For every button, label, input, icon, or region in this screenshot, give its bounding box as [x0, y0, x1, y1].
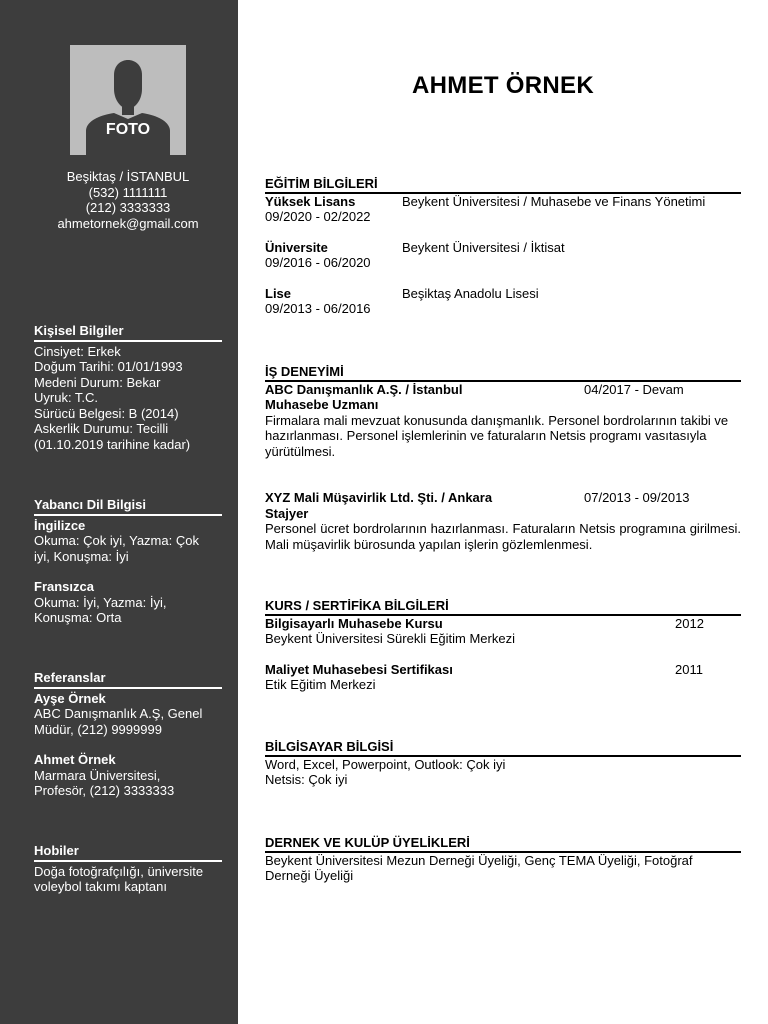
education-degree: Üniversite — [265, 239, 328, 255]
language-detail: Okuma: Çok iyi, Yazma: Çok — [34, 533, 199, 548]
sidebar — [0, 0, 238, 1024]
experience-description: Firmalara mali mevzuat konusunda danışmanlık. Personel bordrolarının takibi ve hazırlanması. Personel işlemlerinin ve faturaların Netsis programı vasıtasıyla yürütülmesi. — [265, 412, 729, 459]
hobbies-text: voleybol takımı kaptanı — [34, 879, 167, 894]
computer-skill-line: Netsis: Çok iyi — [265, 772, 348, 787]
course-year: 2012 — [675, 615, 704, 631]
reference-detail: Marmara Üniversitesi, — [34, 767, 161, 783]
clubs-section — [265, 835, 741, 884]
course-item — [265, 662, 741, 693]
experience-item — [265, 490, 741, 552]
experience-section — [265, 364, 741, 552]
reference-name: Ayşe Örnek — [34, 690, 106, 706]
personal-info-heading: Kişisel Bilgiler — [34, 323, 222, 342]
hobbies-heading: Hobiler — [34, 843, 222, 862]
courses-section — [265, 598, 741, 693]
education-dates: 09/2013 - 06/2016 — [265, 301, 371, 316]
personal-line: Sürücü Belgesi: B (2014) — [34, 405, 179, 421]
experience-company: XYZ Mali Müşavirlik Ltd. Şti. / Ankara — [265, 490, 493, 505]
contact-address: Beşiktaş / İSTANBUL — [66, 169, 190, 184]
education-item — [265, 286, 741, 318]
references-heading: Referanslar — [34, 670, 222, 689]
personal-line: (01.10.2019 tarihine kadar) — [34, 436, 191, 452]
course-item — [265, 616, 741, 662]
language-detail: Okuma: İyi, Yazma: İyi, — [34, 594, 167, 610]
contact-phone-home: (212) 3333333 — [85, 200, 171, 215]
education-school: Beşiktaş Anadolu Lisesi — [402, 285, 539, 301]
computer-skill-line: Word, Excel, Powerpoint, Outlook: Çok iyi — [265, 756, 506, 772]
contact-info — [20, 169, 236, 231]
personal-line: Doğum Tarihi: 01/01/1993 — [34, 359, 183, 374]
personal-line: Askerlik Durumu: Tecilli — [34, 421, 169, 436]
clubs-heading: DERNEK VE KULÜP ÜYELİKLERİ — [265, 835, 741, 853]
clubs-line: Beykent Üniversitesi Mezun Derneği Üyeliği, Genç TEMA Üyeliği, Fotoğraf — [265, 852, 693, 868]
course-name: Maliyet Muhasebesi Sertifikası — [265, 661, 453, 677]
reference-detail: Müdür, (212) 9999999 — [34, 721, 162, 737]
clubs-line: Derneği Üyeliği — [265, 868, 354, 883]
personal-info-section — [34, 323, 222, 452]
experience-dates: 04/2017 - Devam — [584, 381, 684, 397]
education-school: Beykent Üniversitesi / Muhasebe ve Finans Yönetimi — [402, 193, 706, 209]
course-year: 2011 — [675, 661, 703, 677]
experience-description: Personel ücret bordrolarının hazırlanması. Faturaların Netsis programına girilmesi. Mali müşavirlik bürosunda yapılan işlerin gözlemlenmesi. — [265, 521, 741, 552]
references-section — [34, 670, 222, 799]
computer-heading: BİLGİSAYAR BİLGİSİ — [265, 739, 741, 757]
contact-email: ahmetornek@gmail.com — [57, 215, 199, 231]
languages-section — [34, 497, 222, 626]
personal-line: Uyruk: T.C. — [34, 390, 99, 405]
experience-company: ABC Danışmanlık A.Ş. / İstanbul — [265, 381, 463, 397]
education-item — [265, 240, 741, 286]
computer-section — [265, 739, 741, 788]
photo-placeholder — [70, 45, 186, 155]
hobbies-text: Doğa fotoğrafçılığı, üniversite — [34, 863, 204, 879]
experience-dates: 07/2013 - 09/2013 — [584, 490, 690, 505]
photo-label: FOTO — [105, 121, 151, 138]
personal-line: Medeni Durum: Bekar — [34, 374, 161, 390]
education-section — [265, 176, 741, 318]
course-org: Etik Eğitim Merkezi — [265, 677, 376, 692]
education-dates: 09/2020 - 02/2022 — [265, 209, 371, 224]
hobbies-section — [34, 843, 222, 895]
experience-item — [265, 382, 741, 460]
education-school: Beykent Üniversitesi / İktisat — [402, 239, 565, 255]
reference-detail: ABC Danışmanlık A.Ş, Genel — [34, 706, 203, 721]
contact-phone-mobile: (532) 1111111 — [88, 184, 168, 200]
language-detail: iyi, Konuşma: İyi — [34, 548, 129, 564]
reference-name: Ahmet Örnek — [34, 752, 116, 767]
education-heading: EĞİTİM BİLGİLERİ — [265, 176, 741, 194]
reference-detail: Profesör, (212) 3333333 — [34, 783, 175, 798]
course-name: Bilgisayarlı Muhasebe Kursu — [265, 615, 443, 631]
personal-line: Cinsiyet: Erkek — [34, 343, 121, 359]
education-degree: Yüksek Lisans — [265, 193, 356, 209]
education-item — [265, 194, 741, 240]
language-name: Fransızca — [34, 579, 94, 594]
experience-title: Muhasebe Uzmanı — [265, 397, 379, 412]
education-degree: Lise — [265, 285, 292, 301]
languages-heading: Yabancı Dil Bilgisi — [34, 497, 222, 516]
courses-heading: KURS / SERTİFİKA BİLGİLERİ — [265, 598, 741, 616]
experience-title: Stajyer — [265, 505, 309, 521]
person-name: AHMET ÖRNEK — [412, 72, 594, 99]
course-org: Beykent Üniversitesi Sürekli Eğitim Merkezi — [265, 631, 515, 646]
experience-heading: İŞ DENEYİMİ — [265, 364, 741, 382]
language-name: İngilizce — [34, 517, 86, 533]
education-dates: 09/2016 - 06/2020 — [265, 255, 371, 270]
language-detail: Konuşma: Orta — [34, 610, 122, 625]
main-content — [238, 0, 768, 1024]
